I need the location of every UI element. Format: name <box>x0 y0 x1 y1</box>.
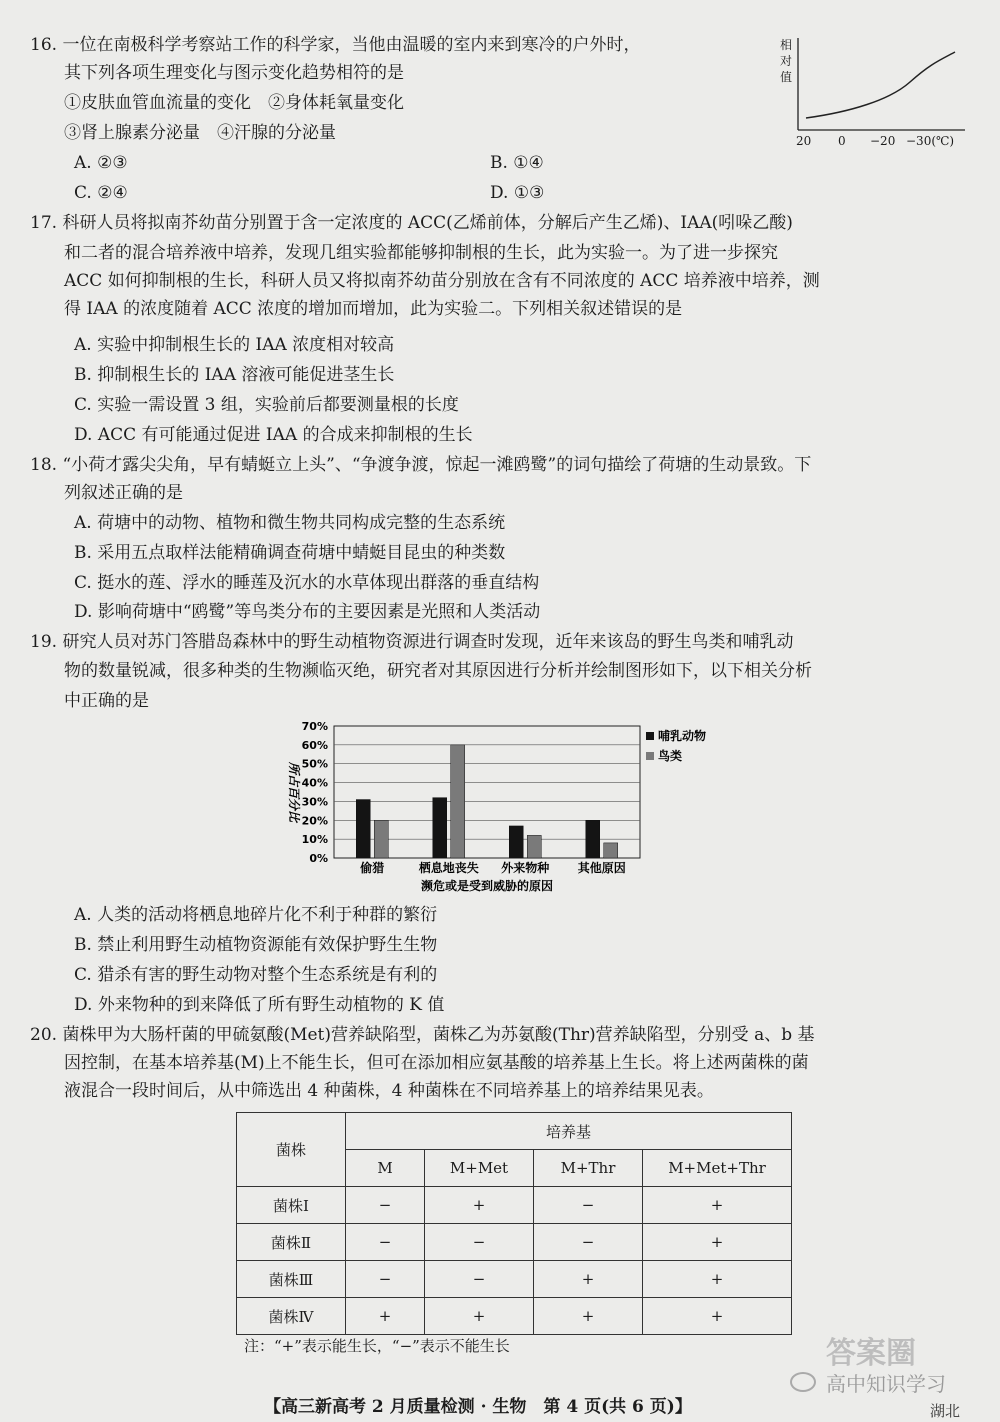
chart-ytick-label: 10% <box>301 833 328 847</box>
chart-x-axis-label: 濒危或是受到威胁的原因 <box>420 879 554 893</box>
table-row <box>237 1298 792 1335</box>
table-col-header: M+Met <box>425 1150 534 1187</box>
chart-ytick-label: 70% <box>301 720 328 733</box>
table-row-label: 菌株Ⅰ <box>237 1187 346 1224</box>
table-cell: + <box>643 1298 792 1335</box>
q16-option-c: C. ②④ <box>74 183 128 203</box>
q20-stem-line1: 20. 菌株甲为大肠杆菌的甲硫氨酸(Met)营养缺陷型，菌株乙为苏氨酸(Thr)营养缺陷型，分别受 a、b 基 <box>30 1025 815 1045</box>
chart-ytick-label: 60% <box>301 738 328 752</box>
table-row <box>237 1224 792 1261</box>
chart-ytick-label: 20% <box>301 814 328 828</box>
table-cell: − <box>534 1187 643 1224</box>
q17-stem-line3: ACC 如何抑制根的生长，科研人员又将拟南芥幼苗分别放在含有不同浓度的 ACC 培养液中培养，测 <box>64 271 820 291</box>
chart-bar-mammal <box>509 826 523 858</box>
table-cell: − <box>534 1224 643 1261</box>
watermark-subtitle: 高中知识学习 <box>826 1372 946 1396</box>
table-row-label: 菌株Ⅱ <box>237 1224 346 1261</box>
q19-bar-chart <box>260 712 740 902</box>
chart-bar-mammal <box>586 820 600 858</box>
table-row <box>237 1261 792 1298</box>
table-cell: + <box>534 1298 643 1335</box>
q20-table-note: 注：“+”表示能生长，“−”表示不能生长 <box>244 1337 510 1355</box>
chart-bar-mammal <box>356 800 370 858</box>
q16-stem-line3: ①皮肤血管血流量的变化 ②身体耗氧量变化 <box>64 93 404 113</box>
table-cell: − <box>425 1261 534 1298</box>
q18-option-c: C. 挺水的莲、浮水的睡莲及沉水的水草体现出群落的垂直结构 <box>74 573 540 593</box>
table-cell: − <box>425 1224 534 1261</box>
q17-stem-line4: 得 IAA 的浓度随着 ACC 浓度的增加而增加，此为实验二。下列相关叙述错误的是 <box>64 299 683 319</box>
chart-ytick-label: 0% <box>309 852 328 865</box>
q17-option-c: C. 实验一需设置 3 组，实验前后都要测量根的长度 <box>74 395 459 415</box>
table-row-label: 菌株Ⅲ <box>237 1261 346 1298</box>
chart-ytick-label: 30% <box>301 795 328 809</box>
q16-option-d: D. ①③ <box>490 183 545 203</box>
table-cell: + <box>643 1261 792 1298</box>
q17-option-d: D. ACC 有可能通过促进 IAA 的合成来抑制根的生长 <box>74 425 473 445</box>
q18-option-d: D. 影响荷塘中“鸥鹭”等鸟类分布的主要因素是光照和人类活动 <box>74 602 541 622</box>
q17-option-b: B. 抑制根生长的 IAA 溶液可能促进茎生长 <box>74 365 395 385</box>
q18-option-a: A. 荷塘中的动物、植物和微生物共同构成完整的生态系统 <box>74 513 506 533</box>
chart-legend-label: 鸟类 <box>658 749 683 763</box>
q16-stem-line1: 16. 一位在南极科学考察站工作的科学家，当他由温暖的室内来到寒冷的户外时， <box>30 35 641 55</box>
chart-xtick-label: 外来物种 <box>501 861 550 875</box>
graph-xtick-2: −20 <box>870 134 896 148</box>
q19-stem-line2: 物的数量锐减，很多种类的生物濒临灭绝，研究者对其原因进行分析并绘制图形如下，以下相关分析 <box>64 661 812 681</box>
graph-xtick-0: 20 <box>796 134 812 148</box>
page-footer: 【高三新高考 2 月质量检测 · 生物 第 4 页(共 6 页)】 <box>264 1397 692 1417</box>
table-col-header: M+Met+Thr <box>643 1150 792 1187</box>
watermark-logo-text: 答案圈 <box>826 1336 916 1371</box>
q19-option-c: C. 猎杀有害的野生动物对整个生态系统是有利的 <box>74 965 438 985</box>
chart-legend-swatch <box>646 752 654 760</box>
chart-bar-bird <box>604 843 618 858</box>
q16-stem-line2: 其下列各项生理变化与图示变化趋势相符的是 <box>64 63 404 83</box>
chart-xtick-label: 偷猎 <box>360 861 385 875</box>
chart-bar-bird <box>527 835 541 858</box>
q19-option-d: D. 外来物种的到来降低了所有野生动植物的 K 值 <box>74 995 445 1015</box>
q19-stem-line3: 中正确的是 <box>64 691 149 711</box>
chart-legend-swatch <box>646 732 654 740</box>
q16-trend-graph <box>770 30 970 160</box>
q16-option-b: B. ①④ <box>490 153 544 173</box>
q16-option-a: A. ②③ <box>74 153 128 173</box>
q20-stem-line2: 因控制，在基本培养基(M)上不能生长，但可在添加相应氨基酸的培养基上生长。将上述两菌株的菌 <box>64 1053 809 1073</box>
graph-ylabel-3: 值 <box>780 70 793 84</box>
table-row-label: 菌株Ⅳ <box>237 1298 346 1335</box>
table-cell: + <box>425 1187 534 1224</box>
q18-stem-line2: 列叙述正确的是 <box>64 483 183 503</box>
graph-trend-curve <box>806 52 955 118</box>
table-group-header: 培养基 <box>346 1113 792 1150</box>
graph-xtick-1: 0 <box>838 134 846 148</box>
chart-y-axis-label: 所占百分比 <box>287 761 301 823</box>
q20-stem-line3: 液混合一段时间后，从中筛选出 4 种菌株，4 种菌株在不同培养基上的培养结果见表。 <box>64 1081 714 1101</box>
q16-stem-line4: ③肾上腺素分泌量 ④汗腺的分泌量 <box>64 123 336 143</box>
graph-ylabel-1: 相 <box>780 38 793 52</box>
watermark-corner: 湖北 <box>930 1402 961 1420</box>
table-cell: + <box>346 1298 425 1335</box>
table-cell: + <box>534 1261 643 1298</box>
chart-bar-bird <box>451 745 465 858</box>
q19-option-b: B. 禁止利用野生动植物资源能有效保护野生生物 <box>74 935 438 955</box>
q18-stem-line1: 18. “小荷才露尖尖角，早有蜻蜓立上头”、“争渡争渡，惊起一滩鸥鹭”的词句描绘了荷塘的生动景致。下 <box>30 455 812 475</box>
table-col-header: M <box>346 1150 425 1187</box>
chart-ytick-label: 40% <box>301 776 328 790</box>
chart-ytick-label: 50% <box>301 757 328 771</box>
q17-option-a: A. 实验中抑制根生长的 IAA 浓度相对较高 <box>74 335 395 355</box>
table-col-header: M+Thr <box>534 1150 643 1187</box>
table-cell: + <box>425 1298 534 1335</box>
table-cell: − <box>346 1187 425 1224</box>
wechat-icon <box>790 1372 816 1392</box>
chart-bar-mammal <box>433 798 447 858</box>
q20-culture-table <box>236 1112 792 1335</box>
graph-ylabel-2: 对 <box>780 54 793 68</box>
q18-option-b: B. 采用五点取样法能精确调查荷塘中蜻蜓目昆虫的种类数 <box>74 543 506 563</box>
chart-xtick-label: 其他原因 <box>577 861 626 875</box>
chart-bar-bird <box>374 820 388 858</box>
q17-stem-line1: 17. 科研人员将拟南芥幼苗分别置于含一定浓度的 ACC(乙烯前体，分解后产生乙烯)、IAA(吲哚乙酸) <box>30 213 793 233</box>
graph-xtick-3: −30(℃) <box>906 134 955 148</box>
chart-legend-label: 哺乳动物 <box>658 729 707 743</box>
q19-stem-line1: 19. 研究人员对苏门答腊岛森林中的野生动植物资源进行调查时发现，近年来该岛的野生鸟类和哺乳动 <box>30 632 794 652</box>
table-cell: − <box>346 1261 425 1298</box>
table-cell: − <box>346 1224 425 1261</box>
q17-stem-line2: 和二者的混合培养液中培养，发现几组实验都能够抑制根的生长，此为实验一。为了进一步探究 <box>64 243 778 263</box>
table-cell: + <box>643 1224 792 1261</box>
table-row <box>237 1187 792 1224</box>
chart-xtick-label: 栖息地丧失 <box>418 861 479 875</box>
table-cell: + <box>643 1187 792 1224</box>
q19-option-a: A. 人类的活动将栖息地碎片化不利于种群的繁衍 <box>74 905 438 925</box>
table-row-header: 菌株 <box>237 1113 346 1187</box>
